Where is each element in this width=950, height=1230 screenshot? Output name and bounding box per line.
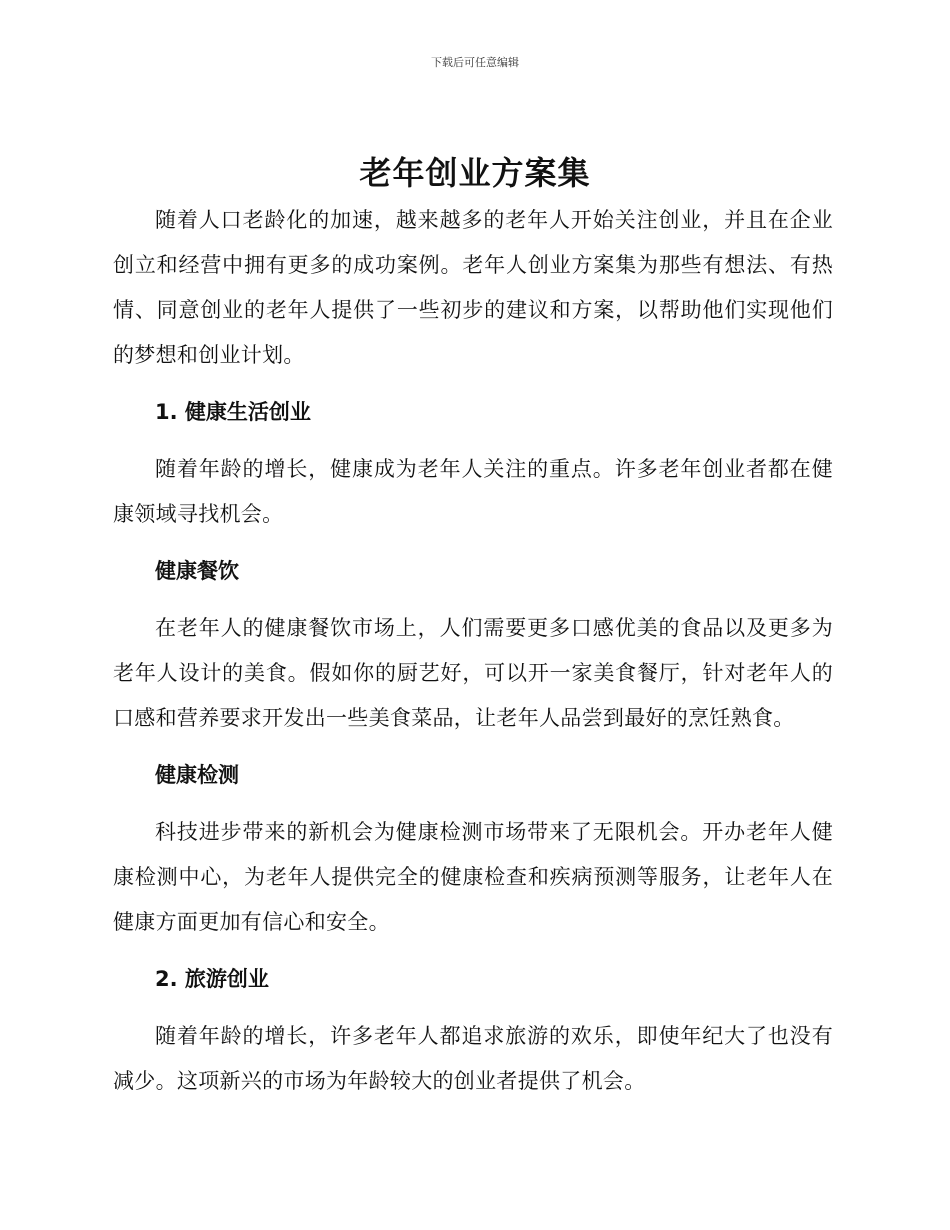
document-body <box>113 198 833 1104</box>
subsection-paragraph-food: 在老年人的健康餐饮市场上，人们需要更多口感优美的食品以及更多为老年人设计的美食。假如你的厨艺好，可以开一家美食餐厅，针对老年人的口感和营养要求开发出一些美食菜品，让老年人品尝到最好的烹饪熟食。 <box>113 616 833 730</box>
intro-paragraph: 随着人口老龄化的加速，越来越多的老年人开始关注创业，并且在企业创立和经营中拥有更多的成功案例。老年人创业方案集为那些有想法、有热情、同意创业的老年人提供了一些初步的建议和方案，以帮助他们实现他们的梦想和创业计划。 <box>113 208 833 367</box>
section-heading-travel: 2. 旅游创业 <box>155 967 269 991</box>
header-note: 下载后可任意编辑 <box>431 56 519 69</box>
subsection-heading-checkup: 健康检测 <box>155 763 239 787</box>
document-title: 老年创业方案集 <box>359 154 591 192</box>
subsection-heading-food: 健康餐饮 <box>155 559 239 583</box>
subsection-paragraph-checkup: 科技进步带来的新机会为健康检测市场带来了无限机会。开办老年人健康检测中心，为老年人提供完全的健康检查和疾病预测等服务，让老年人在健康方面更加有信心和安全。 <box>113 820 833 934</box>
section-paragraph-travel: 随着年龄的增长，许多老年人都追求旅游的欢乐，即使年纪大了也没有减少。这项新兴的市场为年龄较大的创业者提供了机会。 <box>113 1024 833 1093</box>
section-heading-health: 1. 健康生活创业 <box>155 400 311 424</box>
section-paragraph-health: 随着年龄的增长，健康成为老年人关注的重点。许多老年创业者都在健康领域寻找机会。 <box>113 457 833 526</box>
